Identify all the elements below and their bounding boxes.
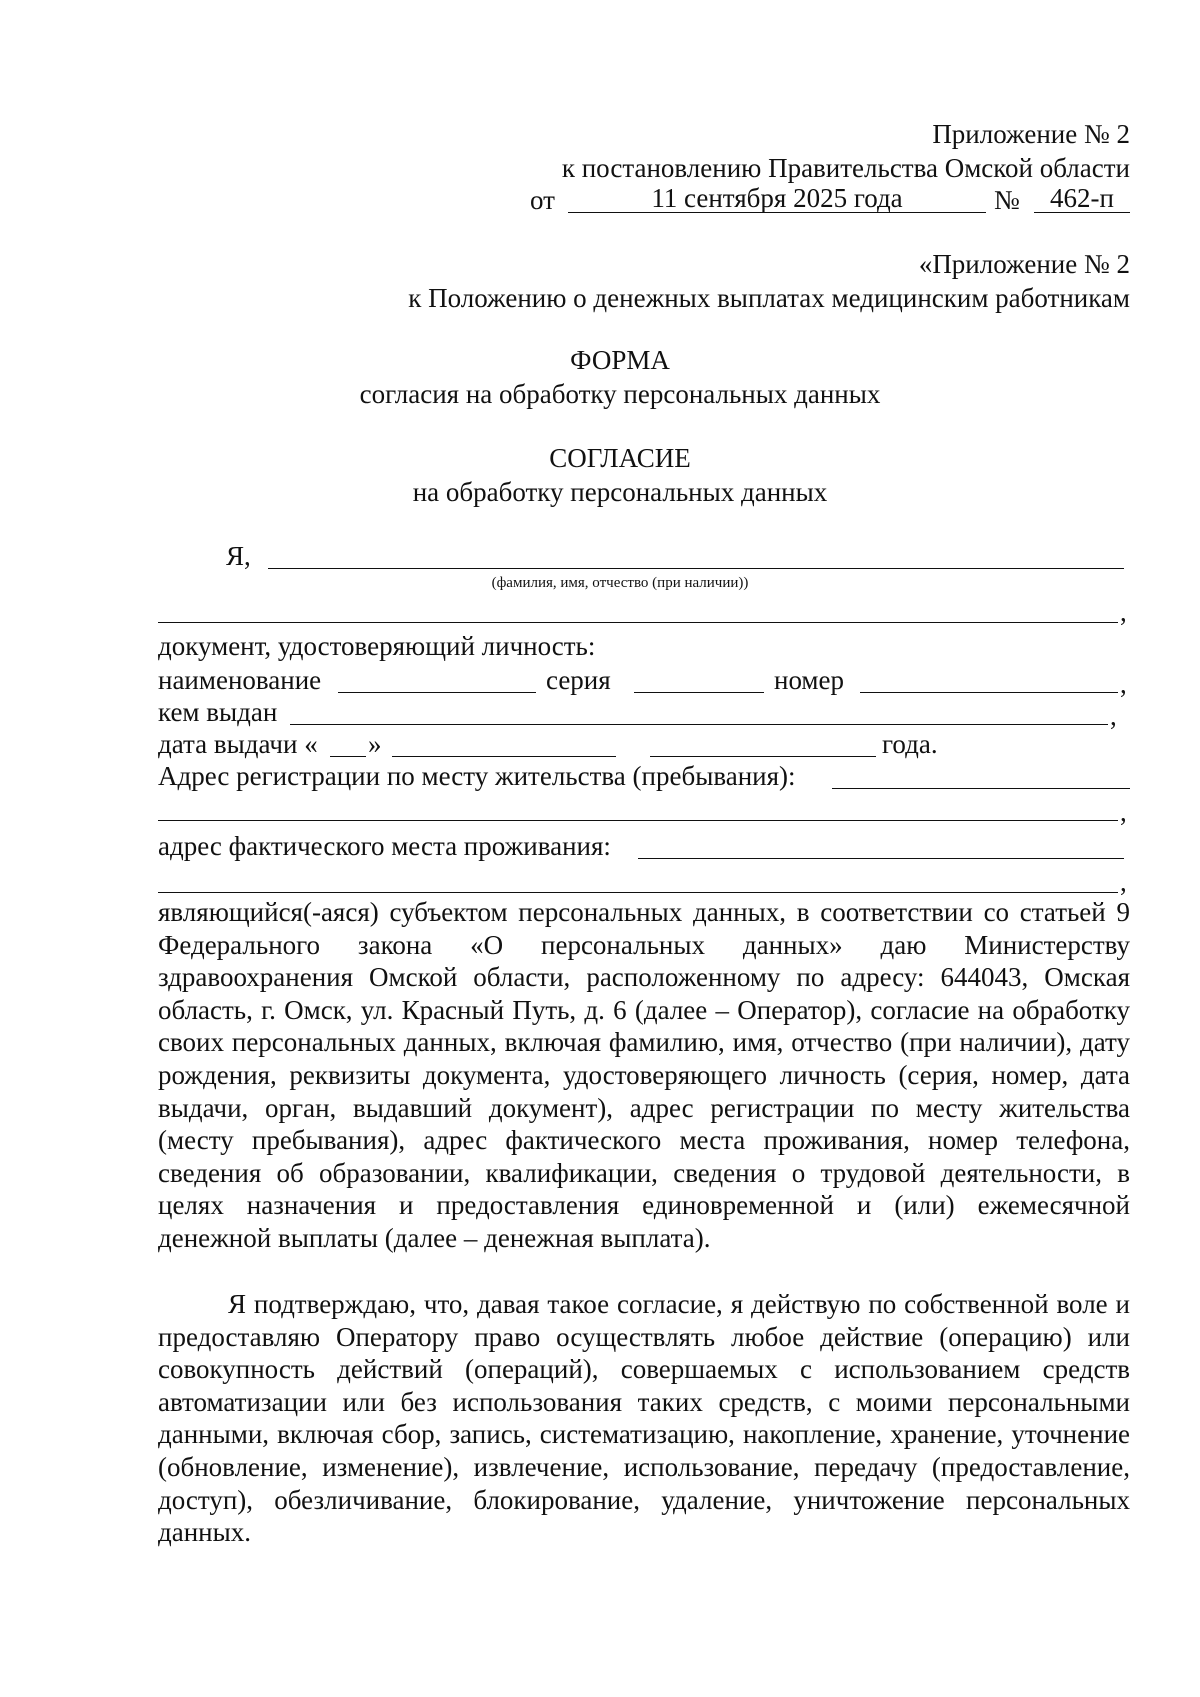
consent-paragraph-2: Я подтверждаю, что, давая такое согласие, я действую по собственной воле и предоставляю Оператору право осуществлять любое действие (операцию) или совокупность действий (операций), совершаемых с использованием средств автоматизации или без использования таких средств, с моими персональными данными, включая сбор, запись, систематизацию, накопление, хранение, уточнение (обновление, изменение), извлечение, использование, передачу (предоставление, доступ), обезличивание, блокирование, удаление, уничтожение персональных данных.	[158, 1289, 1130, 1548]
form-subtitle: согласия на обработку персональных данных	[359, 379, 881, 409]
consent-paragraph-1: являющийся(-аяся) субъектом персональных данных, в соответствии со статьей 9 Федерального закона «О персональных данных» даю Министерству здравоохранения Омской области, расположенному по адресу: 644043, Омская область, г. Омск, ул. Красный Путь, д. 6 (далее – Оператор), согласие на обработку своих персональных данных, включая фамилию, имя, отчество (при наличии), дату рождения, реквизиты документа, удостоверяющего личность (серия, номер, дата выдачи, орган, выдавший документ), адрес регистрации по месту жительства (месту пребывания), адрес фактического места проживания, номер телефона, сведения об образовании, квалификации, сведения о трудовой деятельности, в целях назначения и предоставления единовременной и (или) ежемесячной денежной выплаты (далее – денежная выплата).	[158, 897, 1130, 1253]
issued-by-label: кем выдан	[158, 697, 278, 727]
appendix-label: Приложение № 2	[932, 119, 1130, 149]
number-label: №	[994, 185, 1020, 215]
reg-address-continuation-line[interactable]	[158, 820, 1118, 821]
sub-appendix-label: «Приложение № 2	[918, 249, 1130, 279]
reg-address-label: Адрес регистрации по месту жительства (пребывания):	[158, 761, 796, 791]
actual-address-line[interactable]	[638, 858, 1124, 859]
form-title: ФОРМА	[570, 345, 670, 375]
issue-date-label: дата выдачи «	[158, 729, 318, 759]
doc-series-label: серия	[546, 665, 611, 695]
resolution-reference: к постановлению Правительства Омской области	[561, 153, 1130, 183]
consent-title: СОГЛАСИЕ	[549, 443, 691, 473]
reg-address-line[interactable]	[832, 788, 1130, 789]
from-label: от	[530, 185, 555, 215]
consent-subtitle: на обработку персональных данных	[412, 477, 828, 507]
comma: ,	[1120, 597, 1127, 627]
issue-day-line[interactable]	[330, 756, 366, 757]
comma: ,	[1120, 669, 1127, 699]
fio-line[interactable]	[268, 568, 1124, 569]
comma: ,	[1120, 797, 1127, 827]
id-doc-label: документ, удостоверяющий личность:	[158, 631, 596, 661]
i-label: Я,	[226, 541, 251, 571]
comma: ,	[1120, 867, 1127, 897]
fio-hint: (фамилия, имя, отчество (при наличии))	[491, 575, 749, 591]
actual-address-continuation-line[interactable]	[158, 892, 1118, 893]
doc-series-line[interactable]	[634, 692, 764, 693]
issue-month-line[interactable]	[392, 756, 616, 757]
actual-address-label: адрес фактического места проживания:	[158, 831, 611, 861]
doc-number-label: номер	[774, 665, 845, 695]
comma: ,	[1110, 701, 1117, 731]
issue-year-line[interactable]	[650, 756, 876, 757]
issued-by-line[interactable]	[290, 724, 1108, 725]
doc-name-label: наименование	[158, 665, 322, 695]
year-label: года.	[882, 729, 938, 759]
resolution-date: 11 сентября 2025 года	[651, 183, 903, 213]
doc-number-line[interactable]	[860, 692, 1118, 693]
fio-continuation-line[interactable]	[158, 622, 1118, 623]
issue-date-close: »	[368, 729, 382, 759]
regulation-reference: к Положению о денежных выплатах медицинским работникам	[408, 283, 1130, 313]
doc-name-line[interactable]	[338, 692, 536, 693]
resolution-number: 462-п	[1050, 183, 1114, 213]
